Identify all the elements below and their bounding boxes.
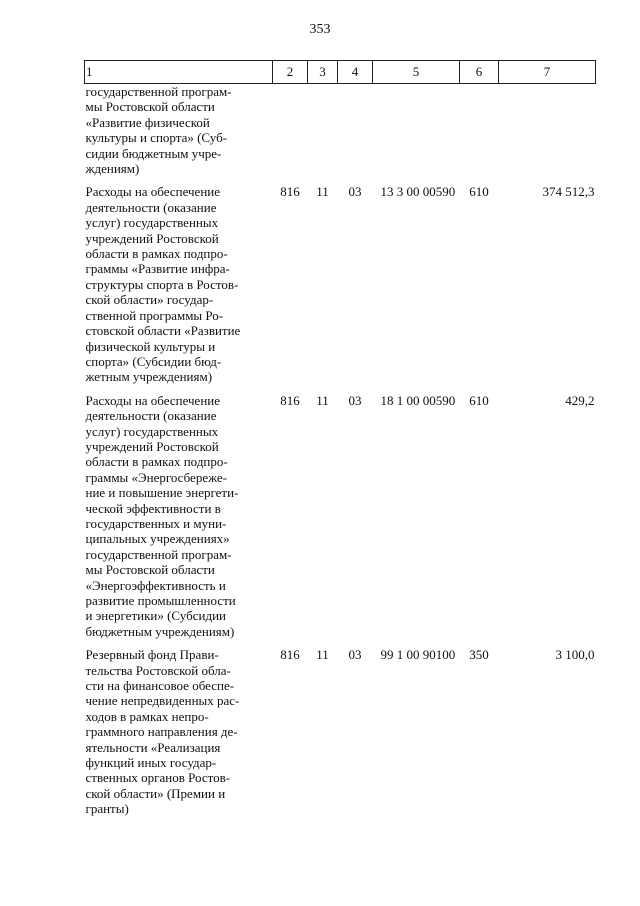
description-line: Расходы на обеспечение xyxy=(85,184,221,200)
description-line: государственных и муни- xyxy=(85,515,227,531)
expense-type-code xyxy=(460,84,499,177)
description-line: ждениям) xyxy=(85,161,140,177)
row-spacer xyxy=(85,385,596,393)
description-line: ние и повышение энергети- xyxy=(85,485,239,501)
description-line: развитие промышленности xyxy=(85,593,236,608)
description-line: учреждений Ростовской xyxy=(85,230,219,246)
table-row xyxy=(85,184,596,384)
expense-description xyxy=(85,84,273,177)
section-code: 11 xyxy=(316,392,329,408)
ministry-code: 816 xyxy=(280,184,300,200)
section-code: 11 xyxy=(316,647,329,663)
description-line: функций иных государ- xyxy=(85,755,217,771)
description-line: ской области» (Премии и xyxy=(85,785,226,801)
target-article-code: 18 1 00 00590 xyxy=(380,392,456,408)
subsection-code: 03 xyxy=(348,184,362,200)
budget-table xyxy=(84,60,596,817)
description-line: мы Ростовской области xyxy=(85,99,215,115)
description-line: граммы «Развитие инфра- xyxy=(85,261,230,277)
description-line: спорта» (Субсидии бюд- xyxy=(85,353,222,369)
ministry-code: 816 xyxy=(280,647,300,663)
description-line: ской области» государ- xyxy=(85,292,214,308)
column-header-3: 3 xyxy=(308,61,338,84)
description-line: учреждений Ростовской xyxy=(85,438,219,454)
expense-type-code: 610 xyxy=(469,392,489,408)
description-line: ятельности «Реализация xyxy=(85,739,221,755)
description-line: ческой эффективности в xyxy=(85,500,221,516)
amount: 374 512,3 xyxy=(542,184,595,200)
description-line: деятельности (оказание xyxy=(85,408,217,424)
column-header-2: 2 xyxy=(273,61,308,84)
description-line: тельства Ростовской обла- xyxy=(85,662,231,678)
description-line: и энергетики» (Субсидии xyxy=(85,608,226,624)
description-line: «Развитие физической xyxy=(85,114,210,130)
column-header-7: 7 xyxy=(499,61,596,84)
description-line: структуры спорта в Ростов- xyxy=(85,276,239,292)
page-number: 353 xyxy=(309,22,331,37)
description-line: граммы «Энергосбереже- xyxy=(85,469,228,485)
column-header-1: 1 xyxy=(85,61,273,84)
row-spacer-cell xyxy=(85,639,596,647)
description-line: гранты) xyxy=(85,801,129,817)
expense-description xyxy=(85,647,273,816)
description-line: «Энергоэффективность и xyxy=(85,577,226,593)
description-line: государственной програм- xyxy=(85,84,232,99)
expense-description xyxy=(85,184,273,384)
target-article-code: 13 3 00 00590 xyxy=(380,184,456,200)
description-line: физической культуры и xyxy=(85,338,216,354)
ministry-code xyxy=(273,84,308,177)
description-line: области в рамках подпро- xyxy=(85,246,228,262)
section-code xyxy=(308,84,338,177)
description-line: ходов в рамках непро- xyxy=(85,708,209,724)
expense-type-code: 610 xyxy=(469,184,489,200)
description-line: государственной програм- xyxy=(85,546,232,562)
description-line: граммного направления де- xyxy=(85,724,238,740)
column-header-5: 5 xyxy=(373,61,460,84)
expense-type-code: 350 xyxy=(469,647,489,663)
amount xyxy=(499,84,596,177)
description-line: сти на финансовое обеспе- xyxy=(85,678,235,694)
subsection-code xyxy=(338,84,373,177)
amount: 429,2 xyxy=(565,392,595,408)
table-row xyxy=(85,647,596,816)
description-line: области в рамках подпро- xyxy=(85,454,228,470)
description-line: чение непредвиденных рас- xyxy=(85,693,240,709)
description-line: ципальных учреждениях» xyxy=(85,531,230,547)
row-spacer-cell xyxy=(85,385,596,393)
row-spacer-cell xyxy=(85,176,596,184)
table-row xyxy=(85,393,596,640)
description-line: услуг) государственных xyxy=(85,423,219,439)
table-row xyxy=(85,84,596,177)
subsection-code: 03 xyxy=(348,647,362,663)
table-header-row xyxy=(85,61,596,84)
description-line: услуг) государственных xyxy=(85,215,219,231)
target-article-code xyxy=(373,84,460,177)
ministry-code: 816 xyxy=(280,392,300,408)
description-line: ственных органов Ростов- xyxy=(85,770,231,786)
subsection-code: 03 xyxy=(348,392,362,408)
description-line: мы Ростовской области xyxy=(85,562,215,578)
description-line: Резервный фонд Прави- xyxy=(85,647,219,663)
row-spacer xyxy=(85,176,596,184)
description-line: жетным учреждениям) xyxy=(85,369,213,385)
description-line: стовской области «Развитие xyxy=(85,323,241,339)
description-line: сидии бюджетным учре- xyxy=(85,145,222,161)
row-spacer xyxy=(85,639,596,647)
description-line: Расходы на обеспечение xyxy=(85,392,221,408)
amount: 3 100,0 xyxy=(555,647,595,663)
description-line: деятельности (оказание xyxy=(85,199,217,215)
target-article-code: 99 1 00 90100 xyxy=(380,647,456,663)
column-header-4: 4 xyxy=(338,61,373,84)
section-code: 11 xyxy=(316,184,329,200)
column-header-6: 6 xyxy=(460,61,499,84)
description-line: ственной программы Ро- xyxy=(85,307,224,323)
expense-description xyxy=(85,393,273,640)
table-body xyxy=(85,84,596,817)
description-line: бюджетным учреждениям) xyxy=(85,623,235,639)
description-line: культуры и спорта» (Суб- xyxy=(85,130,228,146)
